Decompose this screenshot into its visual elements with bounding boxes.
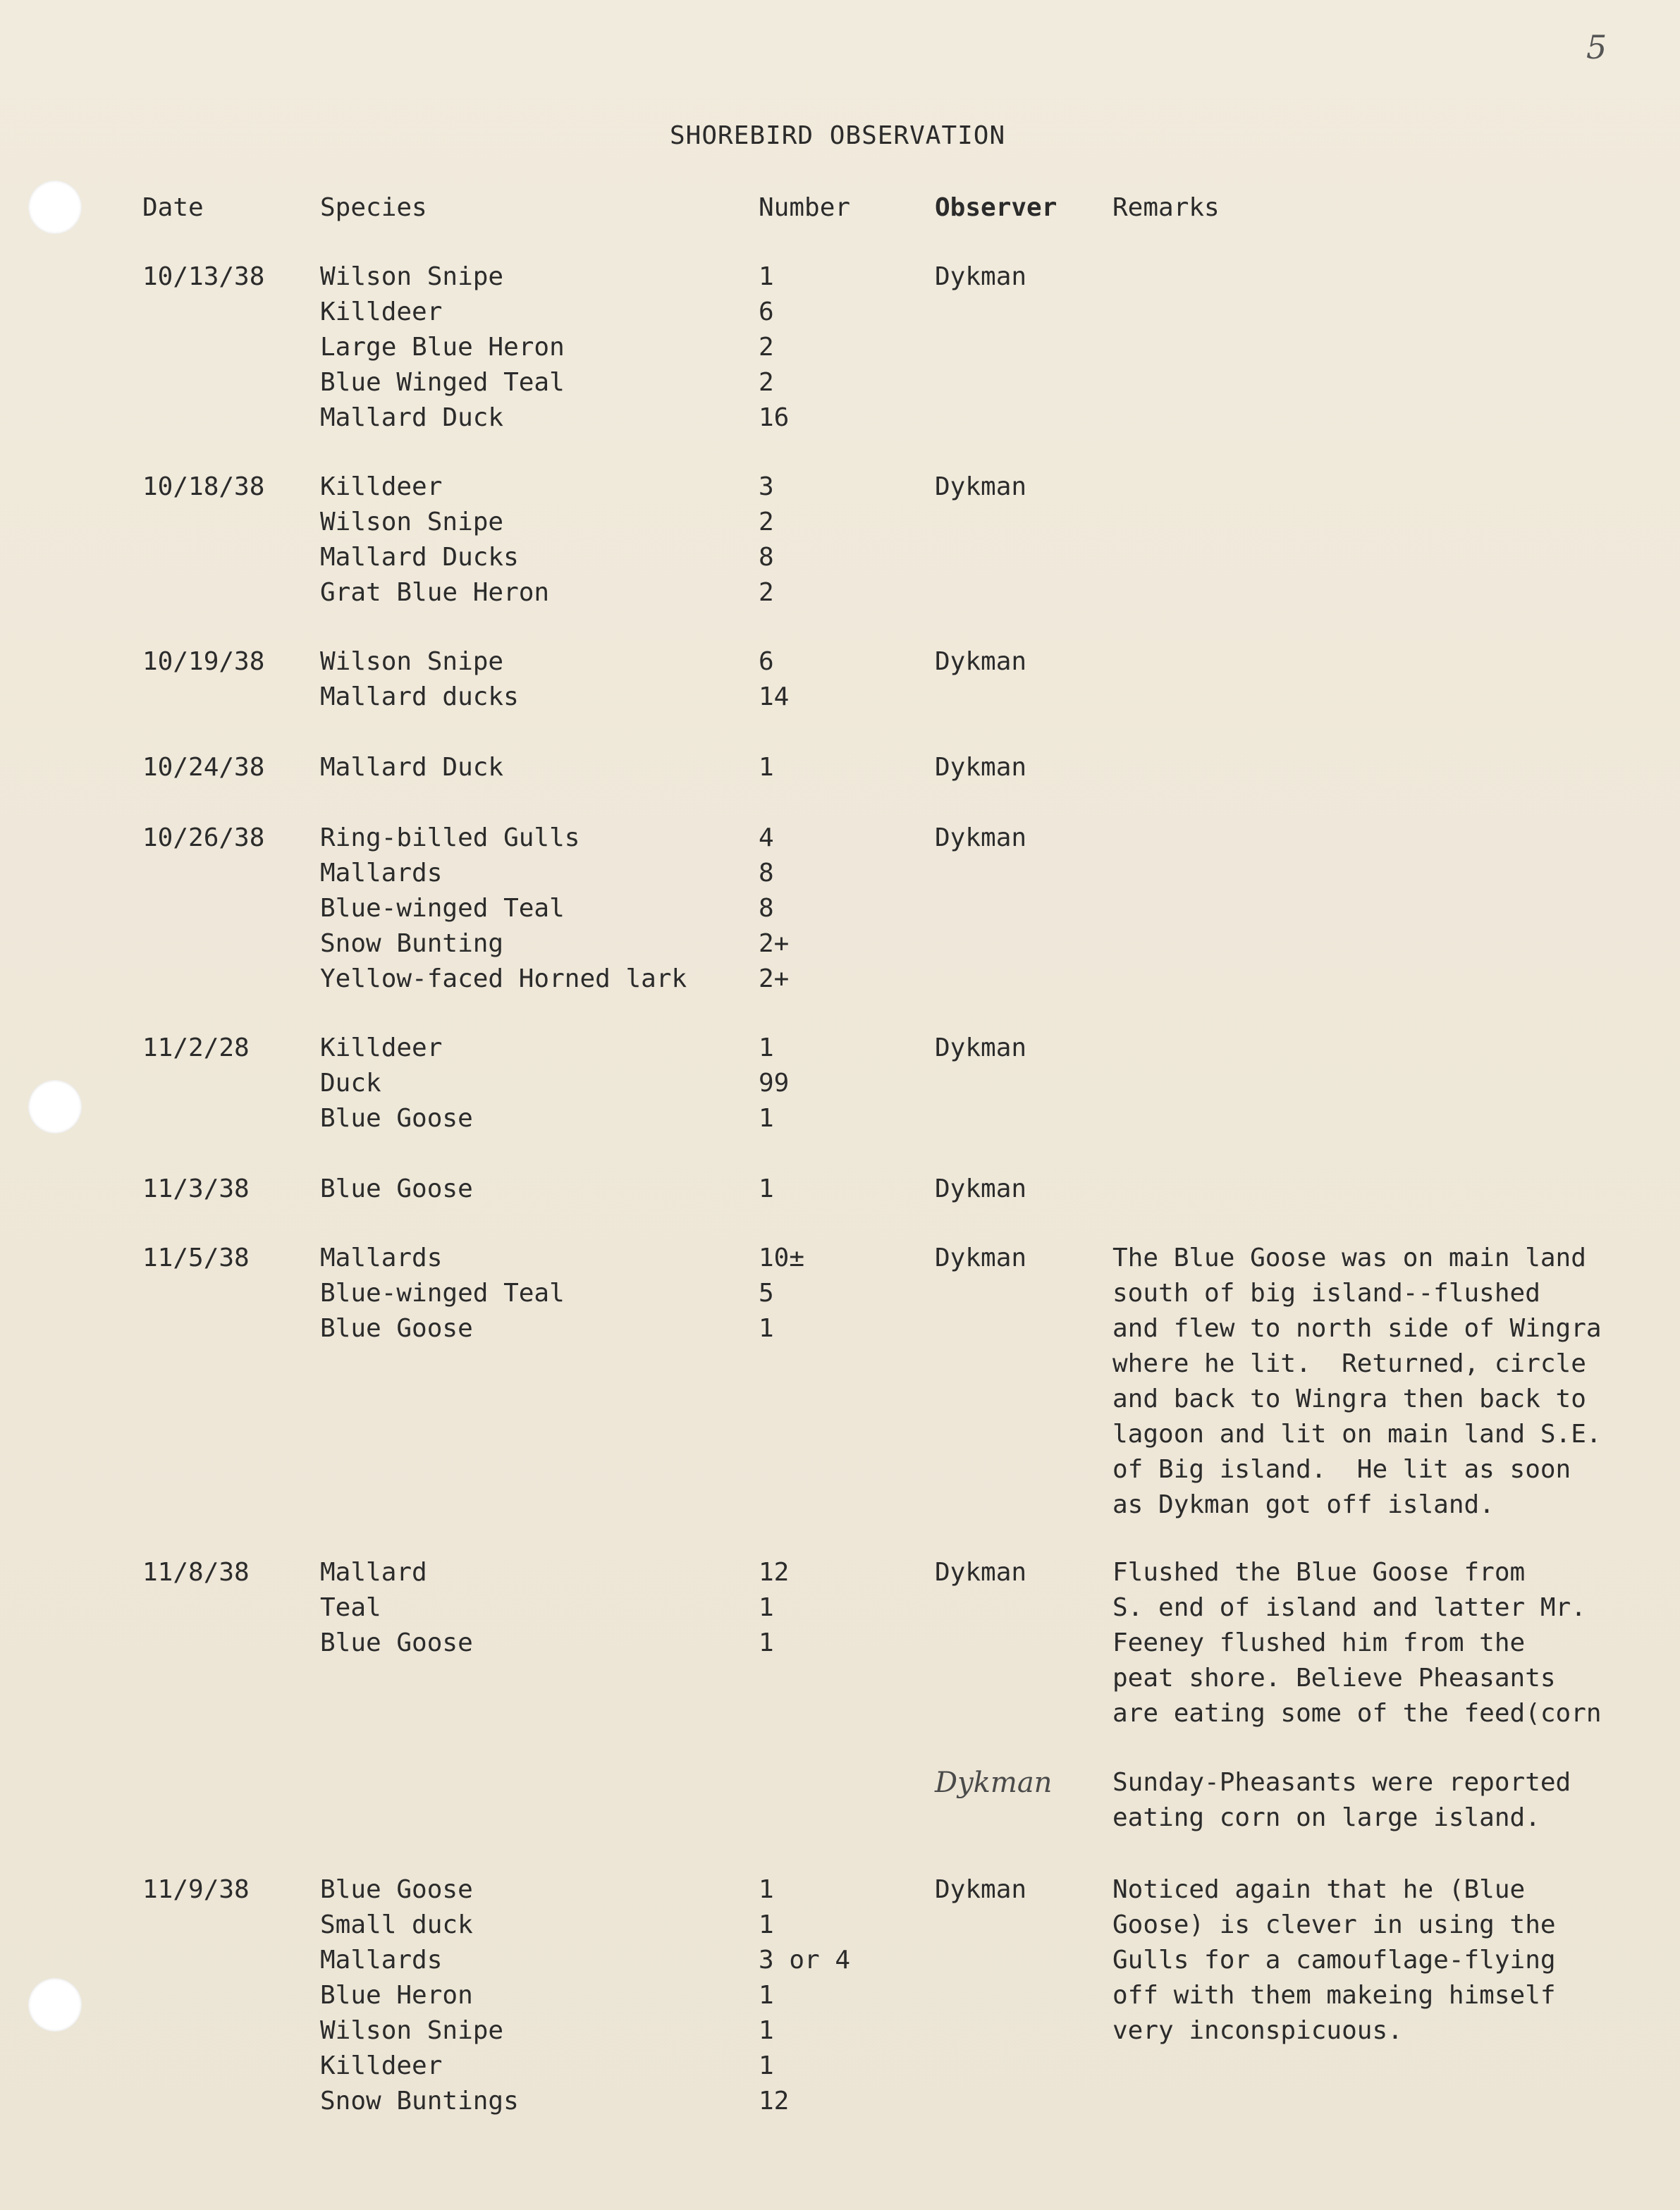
species-name: Killdeer [320,297,443,326]
species-count: 1 [759,1593,774,1622]
entry-observer: Dykman [935,753,1027,782]
entry-observer: Dykman [935,1558,1027,1587]
remark-line: eating corn on large island. [1112,1803,1540,1832]
entry-observer: Dykman [935,1033,1027,1062]
species-count: 6 [759,647,774,676]
species-name: Mallards [320,1946,443,1975]
species-count: 1 [759,1910,774,1939]
species-name: Blue Goose [320,1628,473,1657]
entry-date: 10/26/38 [142,823,265,852]
remark-line: where he lit. Returned, circle [1112,1349,1586,1378]
entry-date: 10/19/38 [142,647,265,676]
remark-line: Feeney flushed him from the [1112,1628,1526,1657]
species-count: 1 [759,1104,774,1133]
species-name: Small duck [320,1910,473,1939]
page-number: 5 [1586,28,1607,66]
species-name: Wilson Snipe [320,647,504,676]
entry-date: 11/2/28 [142,1033,250,1062]
species-name: Killdeer [320,1033,443,1062]
entry-observer: Dykman [935,647,1027,676]
page-title: SHOREBIRD OBSERVATION [670,121,1006,150]
species-name: Wilson Snipe [320,2016,504,2045]
species-count: 1 [759,1314,774,1343]
species-name: Wilson Snipe [320,262,504,291]
species-name: Mallard [320,1558,427,1587]
header-number: Number [759,193,851,222]
header-observer: Observer [935,193,1057,222]
species-name: Killdeer [320,472,443,501]
entry-date: 11/8/38 [142,1558,250,1587]
species-name: Mallard ducks [320,682,519,711]
remark-line: Flushed the Blue Goose from [1112,1558,1526,1587]
species-count: 4 [759,823,774,852]
header-remarks: Remarks [1112,193,1220,222]
species-count: 1 [759,1875,774,1904]
species-count: 1 [759,1174,774,1203]
remark-line: south of big island--flushed [1112,1279,1540,1308]
entry-observer: Dykman [935,1174,1027,1203]
remark-line: S. end of island and latter Mr. [1112,1593,1586,1622]
punch-hole-middle [28,1080,82,1134]
species-count: 12 [759,1558,790,1587]
species-count: 10± [759,1244,805,1272]
species-count: 99 [759,1069,790,1098]
remark-line: and back to Wingra then back to [1112,1385,1586,1413]
species-count: 2+ [759,964,790,993]
entry-observer: Dykman [935,1875,1027,1904]
species-name: Mallard Duck [320,753,504,782]
species-count: 6 [759,297,774,326]
species-name: Wilson Snipe [320,508,504,536]
species-count: 1 [759,1981,774,2010]
species-count: 1 [759,2016,774,2045]
entry-observer: Dykman [935,472,1027,501]
entry-date: 10/24/38 [142,753,265,782]
remark-line: Sunday-Pheasants were reported [1112,1768,1571,1797]
species-name: Blue Heron [320,1981,473,2010]
species-count: 8 [759,859,774,888]
species-count: 3 [759,472,774,501]
species-name: Mallard Duck [320,403,504,432]
remark-line: Goose) is clever in using the [1112,1910,1556,1939]
species-name: Blue Goose [320,1875,473,1904]
species-count: 1 [759,753,774,782]
entry-observer: Dykman [935,262,1027,291]
species-count: 2+ [759,929,790,958]
species-count: 1 [759,2051,774,2080]
header-date: Date [142,193,204,222]
remark-line: lagoon and lit on main land S.E. [1112,1420,1602,1449]
species-name: Blue Goose [320,1314,473,1343]
species-name: Blue Winged Teal [320,368,565,397]
remark-line: off with them makeing himself [1112,1981,1556,2010]
species-name: Blue-winged Teal [320,894,565,923]
species-name: Killdeer [320,2051,443,2080]
species-count: 14 [759,682,790,711]
entry-observer: Dykman [935,1767,1053,1799]
entry-date: 10/18/38 [142,472,265,501]
header-species: Species [320,193,427,222]
species-name: Duck [320,1069,381,1098]
species-name: Grat Blue Heron [320,578,550,607]
species-name: Teal [320,1593,381,1622]
remark-line: and flew to north side of Wingra [1112,1314,1602,1343]
entry-observer: Dykman [935,823,1027,852]
punch-hole-bottom [28,1978,82,2032]
species-count: 8 [759,543,774,572]
punch-hole-top [28,180,82,234]
species-name: Mallard Ducks [320,543,519,572]
species-count: 2 [759,508,774,536]
remark-line: very inconspicuous. [1112,2016,1403,2045]
entry-date: 11/9/38 [142,1875,250,1904]
species-name: Large Blue Heron [320,333,565,362]
species-count: 8 [759,894,774,923]
species-name: Yellow-faced Horned lark [320,964,687,993]
species-name: Mallards [320,859,443,888]
remark-line: Noticed again that he (Blue [1112,1875,1526,1904]
species-name: Ring-billed Gulls [320,823,580,852]
remark-line: Gulls for a camouflage-flying [1112,1946,1556,1975]
remark-line: of Big island. He lit as soon [1112,1455,1571,1484]
remark-line: are eating some of the feed(corn [1112,1699,1602,1728]
species-count: 5 [759,1279,774,1308]
species-count: 3 or 4 [759,1946,851,1975]
remark-line: peat shore. Believe Pheasants [1112,1664,1556,1693]
entry-observer: Dykman [935,1244,1027,1272]
species-name: Blue Goose [320,1174,473,1203]
species-count: 1 [759,262,774,291]
species-count: 2 [759,578,774,607]
species-name: Mallards [320,1244,443,1272]
remark-line: as Dykman got off island. [1112,1490,1495,1519]
species-count: 2 [759,368,774,397]
entry-date: 10/13/38 [142,262,265,291]
species-count: 16 [759,403,790,432]
species-count: 12 [759,2087,790,2116]
species-count: 2 [759,333,774,362]
entry-date: 11/3/38 [142,1174,250,1203]
remark-line: The Blue Goose was on main land [1112,1244,1586,1272]
species-name: Blue Goose [320,1104,473,1133]
entry-date: 11/5/38 [142,1244,250,1272]
species-count: 1 [759,1033,774,1062]
species-name: Snow Bunting [320,929,504,958]
species-count: 1 [759,1628,774,1657]
species-name: Blue-winged Teal [320,1279,565,1308]
species-name: Snow Buntings [320,2087,519,2116]
